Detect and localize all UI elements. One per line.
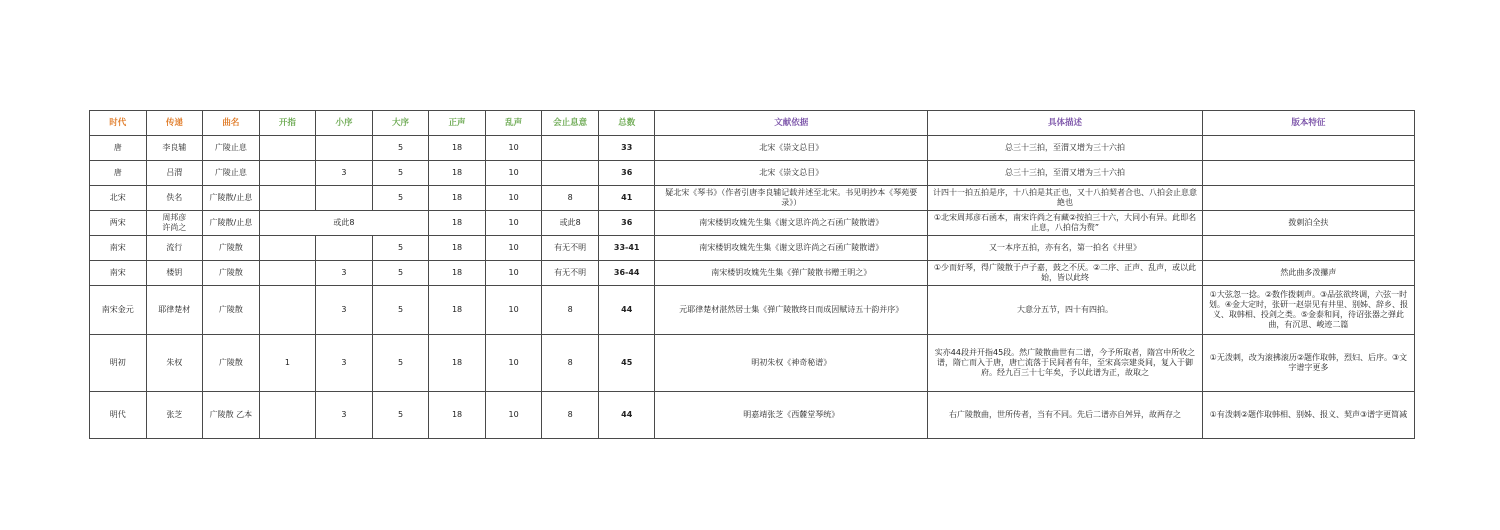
cell-zhengsheng: 18 bbox=[429, 335, 486, 392]
header-row bbox=[90, 111, 1415, 136]
cell-total: 33-41 bbox=[598, 236, 655, 261]
cell-luansheng: 10 bbox=[485, 211, 542, 236]
cell-transmitter: 耶律楚材 bbox=[146, 286, 203, 335]
cell-piece: 广陵散 bbox=[203, 236, 260, 261]
cell-features bbox=[1202, 161, 1414, 186]
cell-description: 又一本序五拍，亦有名，第一拍名《井里》 bbox=[928, 236, 1203, 261]
cell-source: 疑北宋《琴书》（作者引唐李良辅记载并述至北宋。书见明抄本《琴苑要录》） bbox=[655, 186, 928, 211]
cell-total: 45 bbox=[598, 335, 655, 392]
cell-transmitter: 张芝 bbox=[146, 392, 203, 439]
header-transmitter: 传递 bbox=[146, 111, 203, 136]
cell-total: 36 bbox=[598, 161, 655, 186]
cell-huizhi bbox=[542, 161, 599, 186]
cell-daxu: 5 bbox=[372, 286, 429, 335]
header-description: 具体描述 bbox=[928, 111, 1203, 136]
header-daxu: 大序 bbox=[372, 111, 429, 136]
cell-source: 元耶律楚材湛然居士集《弹广陵散终日而成因赋诗五十韵并序》 bbox=[655, 286, 928, 335]
cell-luansheng: 10 bbox=[485, 261, 542, 286]
cell-xiaoxu bbox=[316, 136, 373, 161]
cell-zhengsheng: 18 bbox=[429, 136, 486, 161]
table-row bbox=[90, 236, 1415, 261]
cell-dynasty: 南宋金元 bbox=[90, 286, 147, 335]
cell-merged-prelude: 或此8 bbox=[259, 211, 429, 236]
cell-transmitter: 楼钥 bbox=[146, 261, 203, 286]
cell-features: ①有泼刺②题作取韩相、别姊、报义、契声③谱字更简减 bbox=[1202, 392, 1414, 439]
cell-transmitter: 朱权 bbox=[146, 335, 203, 392]
cell-kaizhi bbox=[259, 261, 316, 286]
cell-source: 南宋楼钥攻媿先生集《谢文思许尚之石函广陵散谱》 bbox=[655, 236, 928, 261]
cell-xiaoxu: 3 bbox=[316, 335, 373, 392]
cell-transmitter: 周邦彦 许尚之 bbox=[146, 211, 203, 236]
cell-daxu: 5 bbox=[372, 335, 429, 392]
header-luansheng: 乱声 bbox=[485, 111, 542, 136]
cell-kaizhi bbox=[259, 136, 316, 161]
table-row bbox=[90, 286, 1415, 335]
cell-xiaoxu bbox=[316, 236, 373, 261]
cell-piece: 广陵止息 bbox=[203, 136, 260, 161]
header-xiaoxu: 小序 bbox=[316, 111, 373, 136]
cell-huizhi: 有无不明 bbox=[542, 261, 599, 286]
cell-piece: 广陵散 乙本 bbox=[203, 392, 260, 439]
table-row bbox=[90, 335, 1415, 392]
table-row bbox=[90, 186, 1415, 211]
cell-source: 南宋楼钥攻媿先生集《谢文思许尚之石函广陵散谱》 bbox=[655, 211, 928, 236]
cell-daxu: 5 bbox=[372, 161, 429, 186]
cell-dynasty: 唐 bbox=[90, 136, 147, 161]
cell-kaizhi: 1 bbox=[259, 335, 316, 392]
cell-piece: 广陵止息 bbox=[203, 161, 260, 186]
header-dynasty: 时代 bbox=[90, 111, 147, 136]
cell-kaizhi bbox=[259, 161, 316, 186]
cell-transmitter: 李良辅 bbox=[146, 136, 203, 161]
cell-source: 北宋《崇文总目》 bbox=[655, 136, 928, 161]
cell-dynasty: 两宋 bbox=[90, 211, 147, 236]
header-kaizhi: 开指 bbox=[259, 111, 316, 136]
cell-huizhi: 8 bbox=[542, 186, 599, 211]
header-total: 总数 bbox=[598, 111, 655, 136]
cell-huizhi: 或此8 bbox=[542, 211, 599, 236]
cell-zhengsheng: 18 bbox=[429, 186, 486, 211]
header-piece: 曲名 bbox=[203, 111, 260, 136]
cell-kaizhi bbox=[259, 286, 316, 335]
cell-description: 右广陵散曲，世所传者，当有不同。先后二谱亦自舛异，故两存之 bbox=[928, 392, 1203, 439]
cell-features bbox=[1202, 186, 1414, 211]
cell-piece: 广陵散 bbox=[203, 335, 260, 392]
table-row bbox=[90, 261, 1415, 286]
cell-dynasty: 南宋 bbox=[90, 236, 147, 261]
cell-daxu: 5 bbox=[372, 236, 429, 261]
cell-dynasty: 北宋 bbox=[90, 186, 147, 211]
cell-total: 44 bbox=[598, 392, 655, 439]
cell-zhengsheng: 18 bbox=[429, 161, 486, 186]
cell-source: 南宋楼钥攻媿先生集《弹广陵散书赠王明之》 bbox=[655, 261, 928, 286]
table-row bbox=[90, 211, 1415, 236]
cell-kaizhi bbox=[259, 186, 316, 211]
cell-piece: 广陵散/止息 bbox=[203, 211, 260, 236]
cell-zhengsheng: 18 bbox=[429, 286, 486, 335]
cell-features: ①大弦忽一捻。②数作拨刺声。③品弦欲终调，六弦一时划。④金大定时，张研一赵崇见有井里、别姊、辞乡、报义、取韩相、投剑之类。⑤金泰和间，待诏张器之弹此曲，有沉思、峻迹二篇 bbox=[1202, 286, 1414, 335]
cell-luansheng: 10 bbox=[485, 236, 542, 261]
cell-huizhi: 8 bbox=[542, 392, 599, 439]
cell-kaizhi bbox=[259, 236, 316, 261]
cell-xiaoxu: 3 bbox=[316, 261, 373, 286]
cell-luansheng: 10 bbox=[485, 286, 542, 335]
cell-dynasty: 唐 bbox=[90, 161, 147, 186]
cell-transmitter: 吕渭 bbox=[146, 161, 203, 186]
cell-daxu: 5 bbox=[372, 392, 429, 439]
table-row bbox=[90, 136, 1415, 161]
cell-luansheng: 10 bbox=[485, 392, 542, 439]
cell-zhengsheng: 18 bbox=[429, 392, 486, 439]
cell-xiaoxu bbox=[316, 186, 373, 211]
header-huizhi: 会止息意 bbox=[542, 111, 599, 136]
cell-kaizhi bbox=[259, 392, 316, 439]
cell-luansheng: 10 bbox=[485, 136, 542, 161]
data-table bbox=[89, 110, 1415, 439]
cell-luansheng: 10 bbox=[485, 161, 542, 186]
table-row bbox=[90, 392, 1415, 439]
cell-luansheng: 10 bbox=[485, 335, 542, 392]
cell-total: 36 bbox=[598, 211, 655, 236]
cell-total: 41 bbox=[598, 186, 655, 211]
cell-source: 北宋《崇文总目》 bbox=[655, 161, 928, 186]
cell-description: 大意分五节，四十有四拍。 bbox=[928, 286, 1203, 335]
cell-total: 44 bbox=[598, 286, 655, 335]
cell-xiaoxu: 3 bbox=[316, 161, 373, 186]
cell-description: ①少而好琴，得广陵散于卢子嘉，鼓之不厌。②二序、正声、乱声，或以此始，皆以此终 bbox=[928, 261, 1203, 286]
cell-zhengsheng: 18 bbox=[429, 236, 486, 261]
cell-description: ①北宋周邦彦石函本，南宋许尚之有藏②按拍三十六，大同小有异。此即名止息，八拍信为赘” bbox=[928, 211, 1203, 236]
cell-description: 实亦44段并开指45段。然广陵散曲世有二谱，今予所取者，隋宫中所收之谱，隋亡而入于唐，唐亡流落于民间者有年，至宋高宗建炎间，复入于御府。经九百三十七年矣，予以此谱为正，故取之 bbox=[928, 335, 1203, 392]
cell-total: 36-44 bbox=[598, 261, 655, 286]
cell-dynasty: 明初 bbox=[90, 335, 147, 392]
cell-xiaoxu: 3 bbox=[316, 392, 373, 439]
cell-dynasty: 南宋 bbox=[90, 261, 147, 286]
cell-huizhi: 8 bbox=[542, 335, 599, 392]
cell-description: 总三十三拍，至渭又增为三十六拍 bbox=[928, 161, 1203, 186]
cell-features: ①无泼刺，改为滚拂滚历②题作取韩，烈妇、后序。③文字谱字更多 bbox=[1202, 335, 1414, 392]
cell-source: 明初朱权《神奇秘谱》 bbox=[655, 335, 928, 392]
cell-piece: 广陵散 bbox=[203, 261, 260, 286]
cell-features: 然此曲多泼攥声 bbox=[1202, 261, 1414, 286]
cell-piece: 广陵散 bbox=[203, 286, 260, 335]
cell-transmitter: 佚名 bbox=[146, 186, 203, 211]
cell-features bbox=[1202, 136, 1414, 161]
cell-daxu: 5 bbox=[372, 261, 429, 286]
cell-luansheng: 10 bbox=[485, 186, 542, 211]
cell-transmitter: 流行 bbox=[146, 236, 203, 261]
cell-huizhi: 有无不明 bbox=[542, 236, 599, 261]
header-zhengsheng: 正声 bbox=[429, 111, 486, 136]
cell-xiaoxu: 3 bbox=[316, 286, 373, 335]
cell-daxu: 5 bbox=[372, 186, 429, 211]
cell-zhengsheng: 18 bbox=[429, 211, 486, 236]
cell-description: 计四十一拍五拍是序，十八拍是其正也，又十八拍契者合也、八拍会止息意絶也 bbox=[928, 186, 1203, 211]
cell-daxu: 5 bbox=[372, 136, 429, 161]
cell-huizhi: 8 bbox=[542, 286, 599, 335]
table-row bbox=[90, 161, 1415, 186]
cell-total: 33 bbox=[598, 136, 655, 161]
cell-source: 明嘉靖张芝《西麓堂琴统》 bbox=[655, 392, 928, 439]
cell-features: 拨刺泊全扶 bbox=[1202, 211, 1414, 236]
cell-features bbox=[1202, 236, 1414, 261]
header-source: 文献依据 bbox=[655, 111, 928, 136]
cell-zhengsheng: 18 bbox=[429, 261, 486, 286]
header-features: 版本特征 bbox=[1202, 111, 1414, 136]
cell-dynasty: 明代 bbox=[90, 392, 147, 439]
cell-piece: 广陵散/止息 bbox=[203, 186, 260, 211]
cell-huizhi bbox=[542, 136, 599, 161]
cell-description: 总三十三拍，至渭又增为三十六拍 bbox=[928, 136, 1203, 161]
